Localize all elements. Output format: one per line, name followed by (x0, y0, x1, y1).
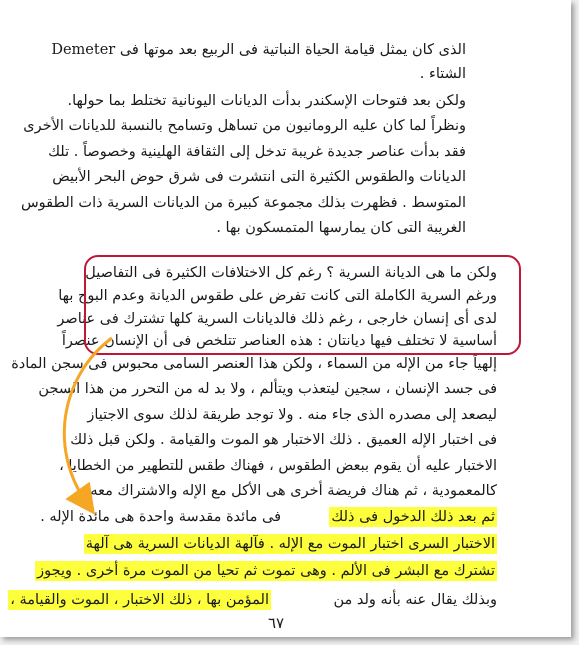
text-line: ونظراً لما كان عليه الرومانيون من تساهل وتسامح بالنسبة للديانات الأخرى (23, 118, 466, 134)
text-line: وبذلك يقال عنه بأنه ولد من (333, 592, 497, 608)
text-line: فى اختبار الإله العميق . ذلك الاختبار هو الموت والقيامة . ولكن قبل ذلك (70, 432, 497, 448)
page-number: ٦٧ (268, 614, 285, 632)
highlighted-line: المؤمن بها ، ذلك الاختبار ، الموت والقيامة ، (10, 592, 269, 608)
text-line: الشتاء . (419, 66, 466, 82)
highlighted-line: ثم بعد ذلك الدخول فى ذلك (331, 509, 495, 525)
text-line: فى جسد الإنسان ، سجين ليتعذب ويتألم ، ولا بد له من التحرر من هذا السجن (38, 381, 497, 397)
text-line: ولكن بعد فتوحات الإسكندر بدأت الديانات اليونانية تختلط بما حولها. (67, 93, 466, 109)
highlighted-line: تشترك مع البشر فى الألم . وهى تموت ثم تحيا من الموت مرة أخرى . ويجوز (37, 563, 495, 579)
text-line: ورغم السرية الكاملة التى كانت تفرض على طقوس الديانة وعدم البوح بها (58, 288, 497, 304)
text-line: ولكن ما هى الديانة السرية ؟ رغم كل الاختلافات الكثيرة فى التفاصيل (85, 265, 497, 281)
text-line: الاختبار عليه أن يقوم ببعض الطقوس ، فهناك طقس للتطهير من الخطايا ، (59, 458, 497, 474)
text-line: المتوسط . فظهرت بذلك مجموعة كبيرة من الديانات السرية ذات الطقوس (20, 195, 466, 211)
text-line: الغريبة التى كان يمارسها المتمسكون بها . (216, 220, 466, 236)
text-line: كالمعمودية ، ثم هناك فريضة أخرى هى الأكل مع الإله والاشتراك معه (90, 483, 497, 499)
text-line: أساسية لا تختلف فيها ديانتان : هذه العناصر تتلخص فى أن الإنسان عنصراً (61, 333, 497, 349)
text-line: فى مائدة مقدسة واحدة هى مائدة الإله . (40, 509, 281, 525)
text-line: Demeter الذى كان يمثل قيامة الحياة النباتية فى الربيع بعد موتها فى (51, 42, 466, 58)
text-line: الديانات والطقوس الكثيرة التى انتشرت فى شرق حوض البحر الأبيض (52, 169, 466, 185)
text-line: ليصعد إلى مصدره الذى جاء منه . ولا توجد طريقة لذلك سوى الاجتياز (87, 407, 497, 423)
highlighted-line: الاختبار السرى اختبار الموت مع الإله . فآلهة الديانات السرية هى آلهة (85, 536, 495, 552)
text-line: فقد بدأت عناصر جديدة غريبة تدخل إلى الثقافة الهلينية وخصوصاً . تلك (48, 144, 466, 160)
text-line: إلهياً جاء من الإله من السماء ، ولكن هذا العنصر السامى محبوس فى سجن المادة (11, 356, 497, 372)
text-line: لدى أى إنسان خارجى ، رغم ذلك فالديانات السرية كلها تشترك فى عناصر (57, 311, 497, 327)
